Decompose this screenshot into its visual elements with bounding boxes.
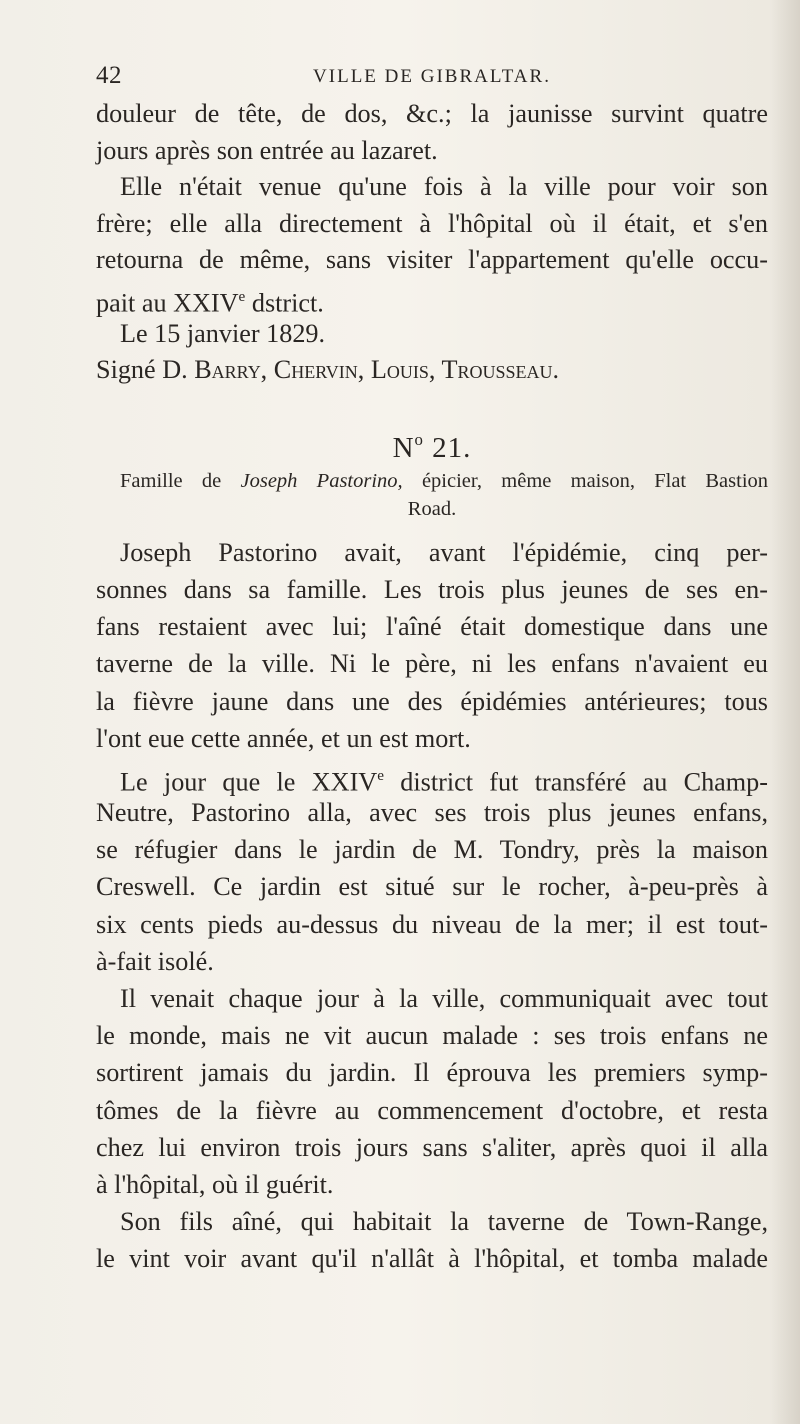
signatories: Barry, Chervin, Louis, Trousseau. xyxy=(194,355,560,385)
caption-line xyxy=(96,467,768,495)
running-head xyxy=(96,62,768,92)
text-line: sortirent jamais du jardin. Il éprouva les premiers symp- xyxy=(96,1058,768,1088)
text-fragment: district fut transféré au Champ- xyxy=(400,767,768,797)
text-line: Creswell. Ce jardin est situé sur le rocher, à-peu-près à xyxy=(96,872,768,902)
main-text xyxy=(96,535,768,1279)
caption-rest: épicier, même maison, Flat Bastion xyxy=(421,469,769,492)
text-line: Elle n'était venue qu'une fois à la ville pour voir son xyxy=(120,172,768,202)
spacer xyxy=(96,523,768,535)
text-line: jours après son entrée au lazaret. xyxy=(96,135,438,165)
text-line: tômes de la fièvre au commencement d'octobre, et resta xyxy=(96,1095,768,1125)
text-line: l'ont eue cette année, et un est mort. xyxy=(96,723,471,753)
text-line: retourna de même, sans visiter l'appartement qu'elle occu- xyxy=(96,245,768,275)
text-line xyxy=(96,758,768,795)
text-line: se réfugier dans le jardin de M. Tondry, près la maison xyxy=(96,835,768,865)
text-fragment: Le jour que le XXIV xyxy=(120,767,378,797)
text-line: douleur de tête, de dos, &c.; la jaunisse survint quatre xyxy=(96,99,768,128)
text-line: le monde, mais ne vit aucun malade : ses trois enfans ne xyxy=(96,1021,768,1051)
signed-prefix: Signé D. xyxy=(96,355,195,385)
text-line: taverne de la ville. Ni le père, ni les enfans n'avaient eu xyxy=(96,649,768,679)
text-line: le vint voir avant qu'il n'allât à l'hôpital, et tomba malade xyxy=(96,1244,768,1274)
heading-superscript: o xyxy=(414,429,424,449)
text-line: à l'hôpital, où il guérit. xyxy=(96,1169,334,1199)
text-line: Joseph Pastorino avait, avant l'épidémie, cinq per- xyxy=(120,537,768,567)
text-line: chez lui environ trois jours sans s'aliter, après quoi il alla xyxy=(96,1132,768,1162)
page-number: 42 xyxy=(96,62,122,89)
text-line: sonnes dans sa famille. Les trois plus jeunes de ses en- xyxy=(96,574,768,604)
heading-no: N xyxy=(392,431,415,464)
text-line: six cents pieds au-dessus du niveau de la mer; il est tout- xyxy=(96,909,768,939)
page-edge-shadow xyxy=(770,0,800,1424)
text-line: à-fait isolé. xyxy=(96,946,214,976)
text-line: Neutre, Pastorino alla, avec ses trois plus jeunes enfans, xyxy=(96,798,768,828)
text-line: fans restaient avec lui; l'aîné était domestique dans une xyxy=(96,612,768,642)
text-fragment: dstrict. xyxy=(251,288,324,318)
caption-prefix: Famille de xyxy=(120,469,241,492)
caption-line: Road. xyxy=(407,497,457,520)
heading-number: 21. xyxy=(432,431,472,464)
text-line: Son fils aîné, qui habitait la taverne de Town-Range, xyxy=(120,1207,768,1237)
text-line: la fièvre jaune dans une des épidémies antérieures; tous xyxy=(96,686,768,716)
section-caption xyxy=(96,467,768,523)
text-line: Il venait chaque jour à la ville, communiquait avec tout xyxy=(120,984,768,1013)
superscript: e xyxy=(238,287,246,305)
superscript: e xyxy=(377,766,384,784)
text-fragment: pait au XXIV xyxy=(96,288,239,318)
date-line: Le 15 janvier 1829. xyxy=(120,318,326,348)
text-line xyxy=(96,279,768,316)
page-body xyxy=(96,96,768,1279)
caption-name: Joseph Pastorino, xyxy=(240,469,403,492)
signature-line xyxy=(96,352,768,389)
section-heading xyxy=(96,417,768,463)
running-title: VILLE DE GIBRALTAR. xyxy=(313,66,551,87)
text-line: frère; elle alla directement à l'hôpital où il était, et s'en xyxy=(96,208,768,238)
